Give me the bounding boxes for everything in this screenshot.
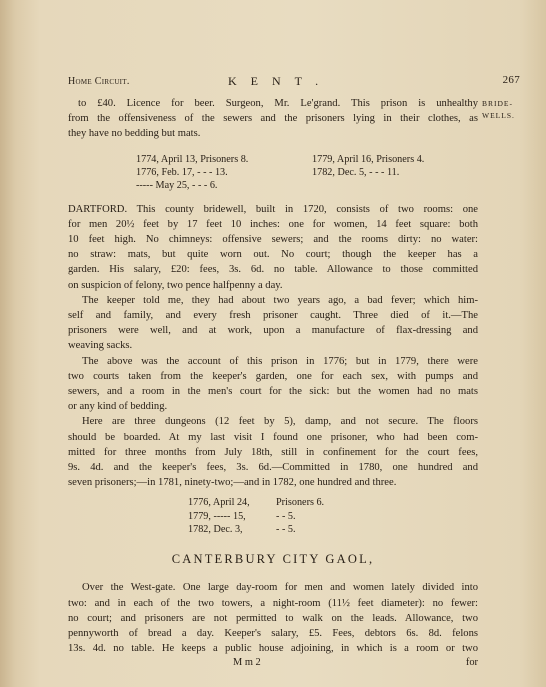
text-line: to £40. Licence for beer. Surgeon, Mr. Le'grand. This prison is unhealthy: [78, 98, 478, 109]
table-cell: 1779, April 16, Prisoners 4.: [312, 153, 425, 165]
text-line: no court; and prisoners are not permitted to walk on the leads. Allowance, two: [68, 612, 478, 624]
text-line: garden. His salary, £20: fees, 3s. 6d. no table. Allowance to those committed: [68, 264, 478, 276]
text-line: weaving sacks.: [68, 340, 133, 352]
text-line: The above was the account of this prison in 1776; but in 1779, there were: [82, 355, 478, 367]
table-cell: 1779, ----- 15,: [188, 510, 246, 522]
table-cell: 1782, Dec. 3,: [188, 524, 243, 536]
signature-mark: M m 2: [233, 657, 261, 669]
page-number: 267: [502, 74, 520, 86]
header-left: Home Circuit.: [68, 76, 130, 87]
text-line: self and family, and every fresh prisoner caught. Three died of it.—The: [68, 310, 478, 322]
text-line: 9s. 4d. and the keeper's fees, 3s. 6d.—Committed in 1780, one hundred and: [68, 461, 478, 473]
section-heading: CANTERBURY CITY GAOL,: [171, 552, 375, 567]
prisoner-count-table-dartford: [68, 496, 478, 536]
table-row: [136, 153, 478, 166]
text-line: should be boarded. At my last visit I found one prisoner, who had been com-: [68, 431, 478, 443]
table-cell: - - 5.: [276, 524, 296, 536]
table-cell: 1782, Dec. 5, - - - 11.: [312, 166, 400, 178]
running-header: [68, 74, 520, 88]
canterbury-paragraph: [68, 580, 478, 656]
text-line: two courts taken from the keeper's garden, one for each sex, with pumps and: [68, 370, 478, 382]
prisoner-count-table-bridewell: [68, 153, 478, 193]
text-line: or any kind of bedding.: [68, 401, 168, 413]
table-row: [136, 166, 478, 179]
margin-note-line: WELLS.: [482, 111, 515, 120]
text-line: from the offensiveness of the sewers and the prisoners lying in their clothes, as: [68, 113, 478, 125]
margin-note-line: BRIDE-: [482, 99, 513, 108]
text-line: 13s. 4d. no table. He keeps a public house adjoining, in which is a room or two: [68, 643, 478, 655]
text-line: seven prisoners;—in 1781, ninety-two;—and in 1782, one hundred and three.: [68, 477, 397, 489]
table-cell: - - 5.: [276, 510, 296, 522]
keeper-paragraph: [68, 293, 478, 354]
text-body: [68, 96, 478, 670]
text-line: 10 feet high. No chimneys: offensive sewers; and the rooms dirty: no water:: [68, 234, 478, 246]
table-row: [136, 179, 478, 192]
margin-note: [482, 98, 532, 122]
table-row: [188, 510, 478, 523]
text-line: prisoners were well, and at work, upon a manufacture of flax-dressing and: [68, 325, 478, 337]
text-line: DARTFORD. This county bridewell, built in 1720, consists of two rooms: one: [68, 203, 478, 215]
table-cell: 1776, Feb. 17, - - - 13.: [136, 166, 228, 178]
table-cell: 1776, April 24,: [188, 497, 250, 509]
text-line: they have no bedding but mats.: [68, 128, 201, 140]
table-cell: ----- May 25, - - - 6.: [136, 180, 218, 192]
text-line: sewers, and a room in the men's court for the sick: but the women had no mats: [68, 385, 478, 397]
text-line: for men 20½ feet by 17 feet 10 inches: one for women, 14 feet square: both: [68, 218, 478, 230]
table-row: [188, 523, 478, 536]
text-line: Here are three dungeons (12 feet by 5), damp, and not secure. The floors: [82, 416, 478, 428]
text-line: mitted for three months from July 18th, still in confinement for the court fees,: [68, 446, 478, 458]
catchword: for: [465, 657, 478, 669]
text-line: no straw: mats, but quite worn out. No court; though the keeper has a: [68, 249, 478, 261]
table-row: [188, 496, 478, 509]
intro-paragraph: [68, 96, 478, 142]
text-line: pennyworth of bread a day. Keeper's salary, £5. Fees, debtors 6s. 8d. felons: [68, 628, 478, 640]
text-line: two: and in each of the two towers, a night-room (11½ feet diameter): no fewer:: [68, 597, 478, 609]
dungeon-paragraph: [68, 414, 478, 490]
text-line: The keeper told me, they had about two years ago, a bad fever; which him-: [82, 294, 478, 306]
dartford-paragraph: [68, 202, 478, 293]
table-cell: Prisoners 6.: [276, 497, 325, 509]
table-cell: 1774, April 13, Prisoners 8.: [136, 153, 249, 165]
text-line: Over the West-gate. One large day-room for men and women lately divided into: [82, 582, 478, 594]
text-line: on suspicion of felony, two pence halfpenny a day.: [68, 279, 283, 291]
page-footer: [68, 656, 478, 670]
account-paragraph: [68, 354, 478, 415]
header-center: KENT.: [228, 74, 333, 88]
